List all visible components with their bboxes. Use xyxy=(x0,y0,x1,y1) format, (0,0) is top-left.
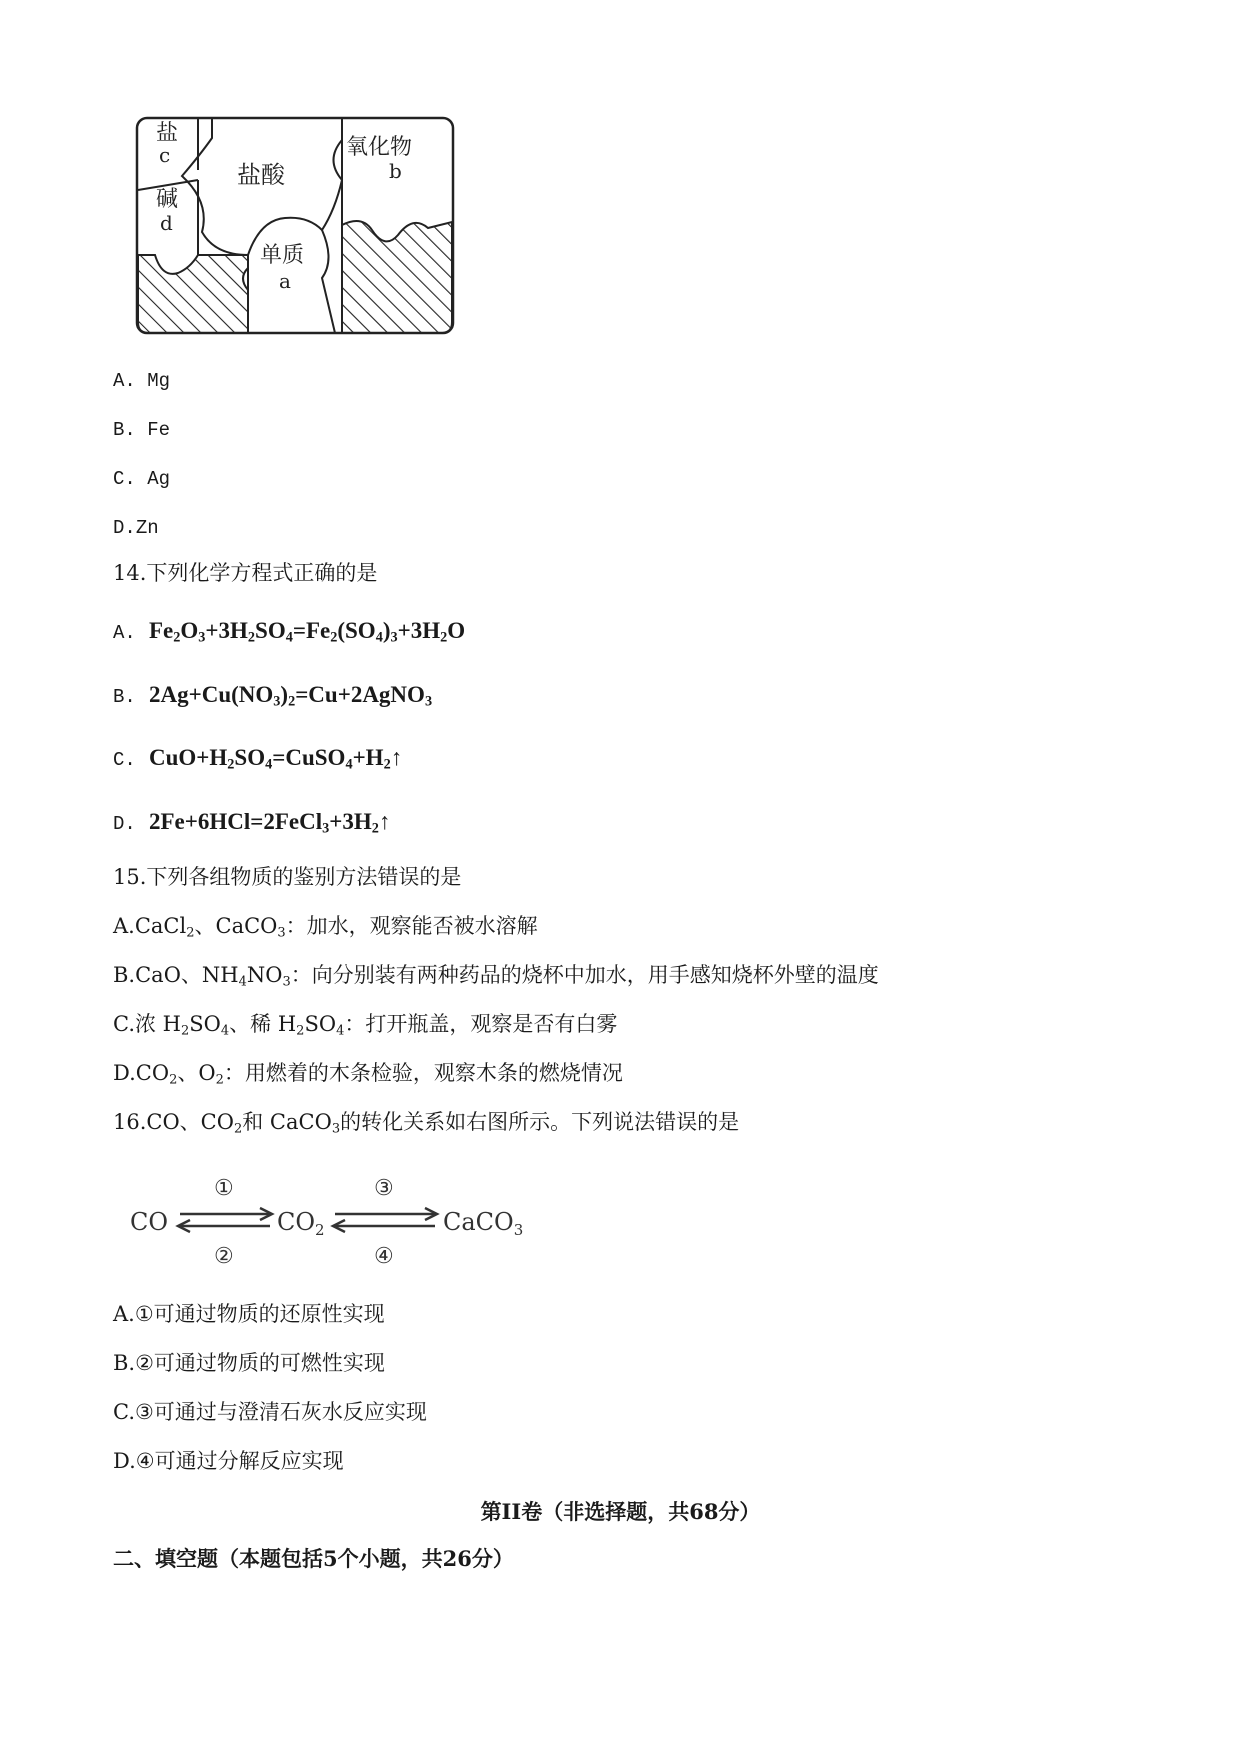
scheme-co2: $CO_2$ xyxy=(277,1208,325,1239)
oxide-letter: b xyxy=(389,159,402,183)
base-label: 碱 xyxy=(156,187,179,212)
scheme-mark-1: ① xyxy=(214,1176,234,1201)
conversion-scheme xyxy=(120,1165,540,1275)
salt-letter: c xyxy=(159,143,171,167)
classification-diagram xyxy=(130,110,460,340)
q14-option-a: A. $Fe_2O_3+3H_2SO_4=Fe_2(SO_4)_3+3H_2O$ xyxy=(113,618,466,646)
acid-label: 盐酸 xyxy=(237,161,285,189)
q15-stem: 15.下列各组物质的鉴别方法错误的是 xyxy=(113,865,462,889)
scheme-co: CO xyxy=(130,1208,169,1236)
q15-option-d: $D.CO_2$、$O_2$：用燃着的木条检验，观察木条的燃烧情况 xyxy=(113,1061,623,1088)
oxide-label: 氧化物 xyxy=(346,135,413,160)
q16-option-c: C.③可通过与澄清石灰水反应实现 xyxy=(113,1400,427,1424)
q14-option-b: B. $2Ag+Cu(NO_3)_2=Cu+2AgNO_3$ xyxy=(113,682,433,710)
section2-title: 二、填空题（本题包括5个小题，共26分） xyxy=(113,1546,514,1571)
q15-option-b: B.CaO、$NH_4NO_3$：向分别装有两种药品的烧杯中加水，用手感知烧杯外壁的温度 xyxy=(113,963,879,990)
q15-option-a: A.CaCl$_2$、CaCO$_3$：加水，观察能否被水溶解 xyxy=(113,914,538,941)
element-letter: a xyxy=(279,269,291,293)
part2-title: 第II卷（非选择题，共68分） xyxy=(480,1499,761,1524)
scheme-mark-3: ③ xyxy=(374,1176,394,1201)
q14-option-d: D. $2Fe+6HCl=2FeCl_3+3H_2↑$ xyxy=(113,809,391,837)
q16-option-d: D.④可通过分解反应实现 xyxy=(113,1449,344,1473)
base-letter: d xyxy=(160,211,173,235)
q13-option-a: A. Mg xyxy=(113,370,171,392)
q13-option-c: C. Ag xyxy=(113,468,171,490)
q16-stem: 16.CO、$CO_2$和 CaCO$_3$的转化关系如右图所示。下列说法错误的是 xyxy=(113,1110,740,1137)
q15-option-c: C.浓 $H_2SO_4$、稀 $H_2SO_4$：打开瓶盖，观察是否有白雾 xyxy=(113,1012,618,1039)
salt-label: 盐 xyxy=(156,121,179,146)
element-label: 单质 xyxy=(260,243,305,268)
q13-option-b: B. Fe xyxy=(113,419,171,441)
q13-option-d: D.Zn xyxy=(113,517,159,539)
q16-option-b: B.②可通过物质的可燃性实现 xyxy=(113,1351,385,1375)
q14-stem: 14.下列化学方程式正确的是 xyxy=(113,561,378,585)
scheme-mark-2: ② xyxy=(214,1244,234,1269)
q16-option-a: A.①可通过物质的还原性实现 xyxy=(113,1302,385,1326)
scheme-mark-4: ④ xyxy=(374,1244,394,1269)
scheme-caco3: CaCO$_3$ xyxy=(443,1208,524,1239)
q14-option-c: C. $CuO+H_2SO_4=CuSO_4+H_2↑$ xyxy=(113,745,403,773)
